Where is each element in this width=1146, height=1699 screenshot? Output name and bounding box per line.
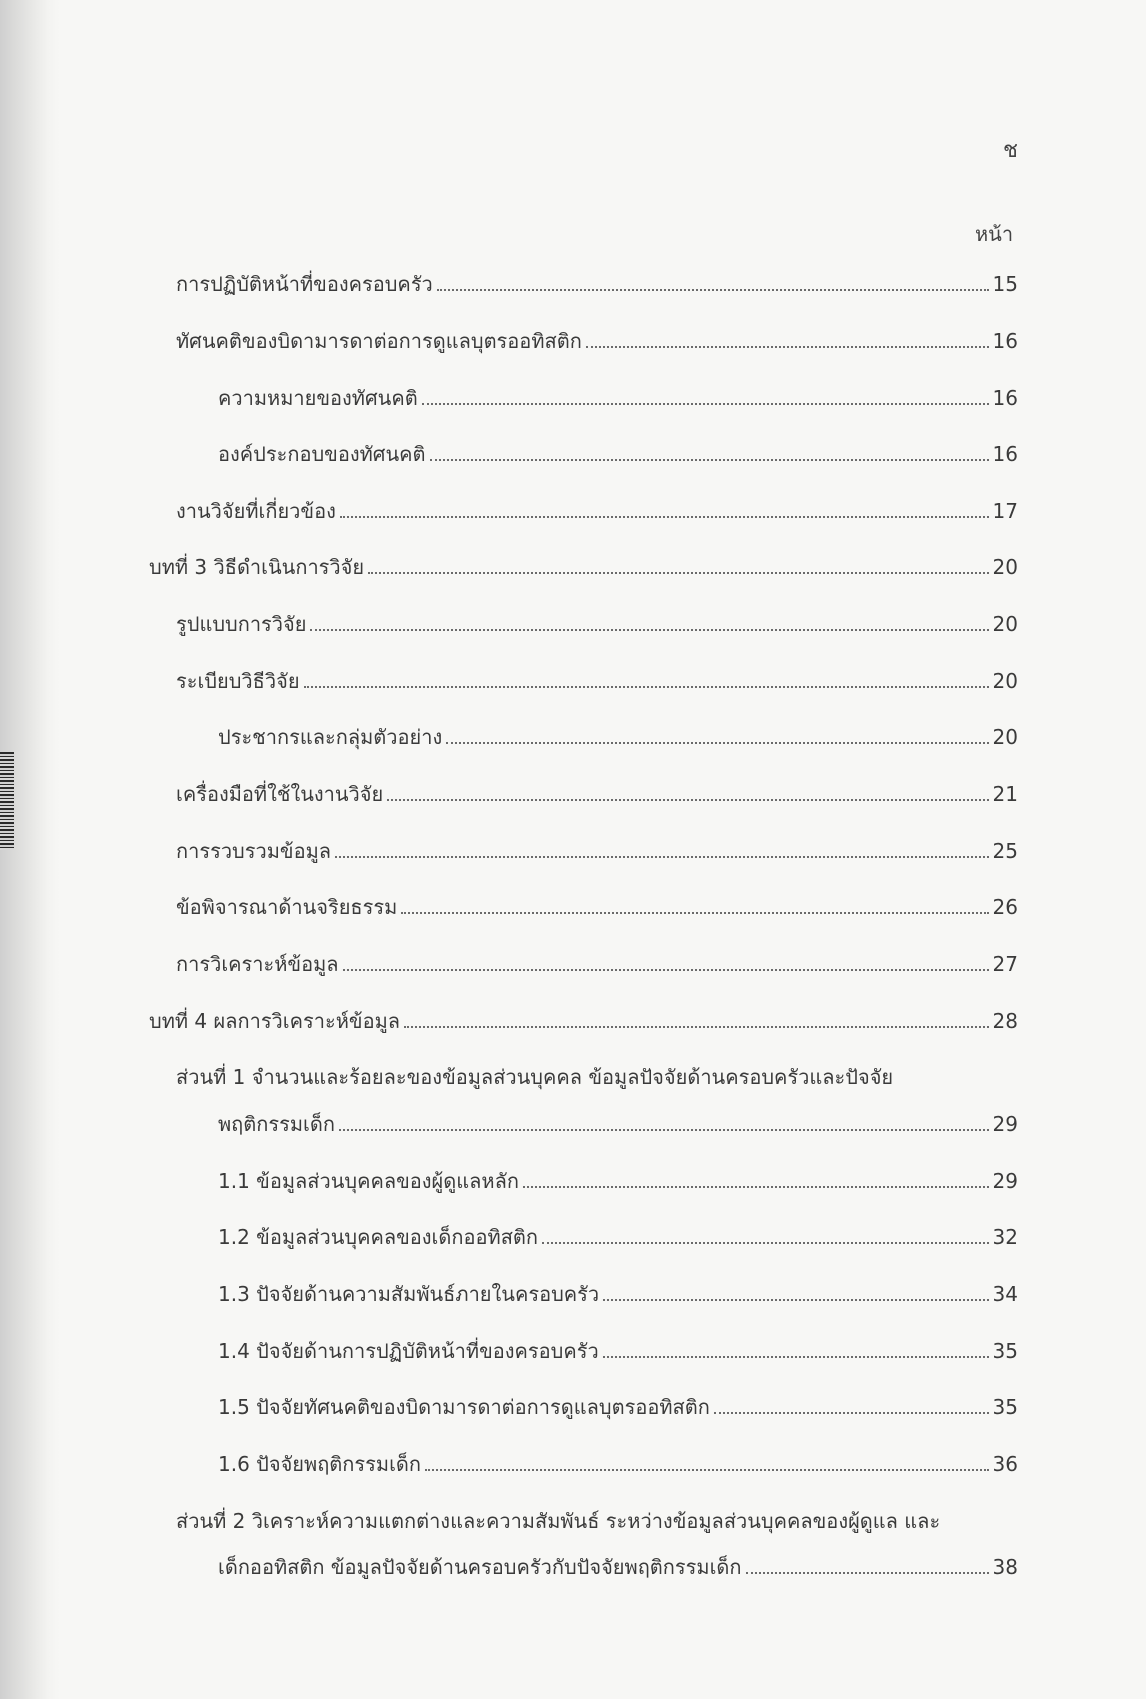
toc-entry-title: 1.3 ปัจจัยด้านความสัมพันธ์ภายในครอบครัว xyxy=(218,1282,600,1306)
toc-entry-title: ประชากรและกลุ่มตัวอย่าง xyxy=(218,725,443,749)
toc-entry-title: 1.5 ปัจจัยทัศนคติของบิดามารดาต่อการดูแลบุตรออทิสติก xyxy=(218,1395,710,1419)
dot-leader xyxy=(404,1026,989,1028)
page-column-header: หน้า xyxy=(975,222,1014,246)
dot-leader xyxy=(746,1572,989,1574)
toc-entry-title: การรวบรวมข้อมูล xyxy=(176,839,332,863)
dot-leader xyxy=(343,969,989,971)
toc-entry-page: 20 xyxy=(992,725,1018,749)
toc-entry-page: 15 xyxy=(992,272,1018,296)
toc-entry-title-continuation: เด็กออทิสติก ข้อมูลปัจจัยด้านครอบครัวกับปัจจัยพฤติกรรมเด็ก xyxy=(218,1555,742,1579)
toc-entry xyxy=(218,1553,1018,1581)
dot-leader xyxy=(304,686,989,688)
toc-entry-page: 32 xyxy=(992,1225,1018,1249)
toc-entry xyxy=(176,327,1018,355)
toc-entry xyxy=(176,780,1018,808)
toc-entry xyxy=(176,270,1018,298)
toc-entry-chapter xyxy=(149,1007,1018,1035)
toc-entry-title: องค์ประกอบของทัศนคติ xyxy=(218,442,426,466)
toc-entry xyxy=(218,1280,1018,1308)
dot-leader xyxy=(387,799,988,801)
toc-entry-chapter xyxy=(149,553,1018,581)
dot-leader xyxy=(542,1242,989,1244)
toc-entry xyxy=(176,837,1018,865)
dot-leader xyxy=(603,1299,988,1301)
toc-entry-page: 38 xyxy=(992,1555,1018,1579)
dot-leader xyxy=(368,572,988,574)
toc-entry-page: 16 xyxy=(992,329,1018,353)
toc-entry-page: 35 xyxy=(992,1339,1018,1363)
toc-entry-title: 1.2 ข้อมูลส่วนบุคคลของเด็กออทิสติก xyxy=(218,1225,538,1249)
toc-entry xyxy=(218,1167,1018,1195)
toc-entry-title: ระเบียบวิธีวิจัย xyxy=(176,669,300,693)
toc-entry-title: ความหมายของทัศนคติ xyxy=(218,386,418,410)
toc-entry-page: 36 xyxy=(992,1452,1018,1476)
toc-entry-title: ข้อพิจารณาด้านจริยธรรม xyxy=(176,895,398,919)
dot-leader xyxy=(430,459,989,461)
toc-entry-title-line1: ส่วนที่ 1 จำนวนและร้อยละของข้อมูลส่วนบุคคล ข้อมูลปัจจัยด้านครอบครัวและปัจจัย xyxy=(176,1065,894,1089)
toc-entry-title: 1.1 ข้อมูลส่วนบุคคลของผู้ดูแลหลัก xyxy=(218,1169,519,1193)
toc-entry-page: 20 xyxy=(992,669,1018,693)
toc-entry-title: การวิเคราะห์ข้อมูล xyxy=(176,952,339,976)
toc-entry-page: 20 xyxy=(992,612,1018,636)
toc-entry-page: 27 xyxy=(992,952,1018,976)
toc-entry-title: รูปแบบการวิจัย xyxy=(176,612,307,636)
dot-leader xyxy=(603,1356,989,1358)
toc-entry-page: 29 xyxy=(992,1112,1018,1136)
toc-entry-page: 17 xyxy=(992,499,1018,523)
toc-entry xyxy=(218,1223,1018,1251)
toc-entry-title: การปฏิบัติหน้าที่ของครอบครัว xyxy=(176,272,433,296)
toc-entry-page: 25 xyxy=(992,839,1018,863)
dot-leader xyxy=(339,1129,989,1131)
dot-leader xyxy=(437,289,989,291)
dot-leader xyxy=(335,856,989,858)
toc-entry-title: ทัศนคติของบิดามารดาต่อการดูแลบุตรออทิสติก xyxy=(176,329,582,353)
toc-entry-title: บทที่ 3 วิธีดำเนินการวิจัย xyxy=(149,555,365,579)
toc-entry xyxy=(218,384,1018,412)
dot-leader xyxy=(340,516,989,518)
toc-entry-page: 21 xyxy=(992,782,1018,806)
toc-entry-page: 34 xyxy=(992,1282,1018,1306)
dot-leader xyxy=(422,403,989,405)
toc-entry-title: เครื่องมือที่ใช้ในงานวิจัย xyxy=(176,782,384,806)
dot-leader xyxy=(310,629,988,631)
page-number: ช xyxy=(1003,138,1018,163)
toc-entry-page: 29 xyxy=(992,1169,1018,1193)
toc-entry xyxy=(218,1393,1018,1421)
toc-entry xyxy=(176,893,1018,921)
toc-entry-page: 20 xyxy=(992,555,1018,579)
toc-entry-page: 35 xyxy=(992,1395,1018,1419)
toc-entry xyxy=(218,440,1018,468)
toc-entry xyxy=(218,1110,1018,1138)
toc-entry xyxy=(218,1337,1018,1365)
dot-leader xyxy=(714,1412,989,1414)
dot-leader xyxy=(401,912,988,914)
toc-entry-page: 26 xyxy=(992,895,1018,919)
toc-entry-page: 16 xyxy=(992,386,1018,410)
toc-entry-title-line1: ส่วนที่ 2 วิเคราะห์ความแตกต่างและความสัมพันธ์ ระหว่างข้อมูลส่วนบุคคลของผู้ดูแล และ xyxy=(176,1509,941,1533)
dot-leader xyxy=(586,346,989,348)
toc-entry-title: งานวิจัยที่เกี่ยวข้อง xyxy=(176,499,336,523)
toc-entry-page: 16 xyxy=(992,442,1018,466)
toc-entry-title: 1.6 ปัจจัยพฤติกรรมเด็ก xyxy=(218,1452,422,1476)
dot-leader xyxy=(425,1469,989,1471)
dot-leader xyxy=(446,742,988,744)
toc-entry xyxy=(218,723,1018,751)
toc-entry-title: 1.4 ปัจจัยด้านการปฏิบัติหน้าที่ของครอบครัว xyxy=(218,1339,599,1363)
toc-entry xyxy=(176,950,1018,978)
toc-entry-page: 28 xyxy=(992,1009,1018,1033)
toc-entry xyxy=(176,610,1018,638)
toc-entry xyxy=(218,1450,1018,1478)
toc-entry-title: บทที่ 4 ผลการวิเคราะห์ข้อมูล xyxy=(149,1009,401,1033)
dot-leader xyxy=(523,1186,989,1188)
toc-entry xyxy=(176,497,1018,525)
toc-entry-title-continuation: พฤติกรรมเด็ก xyxy=(218,1112,335,1136)
toc-entry xyxy=(176,667,1018,695)
